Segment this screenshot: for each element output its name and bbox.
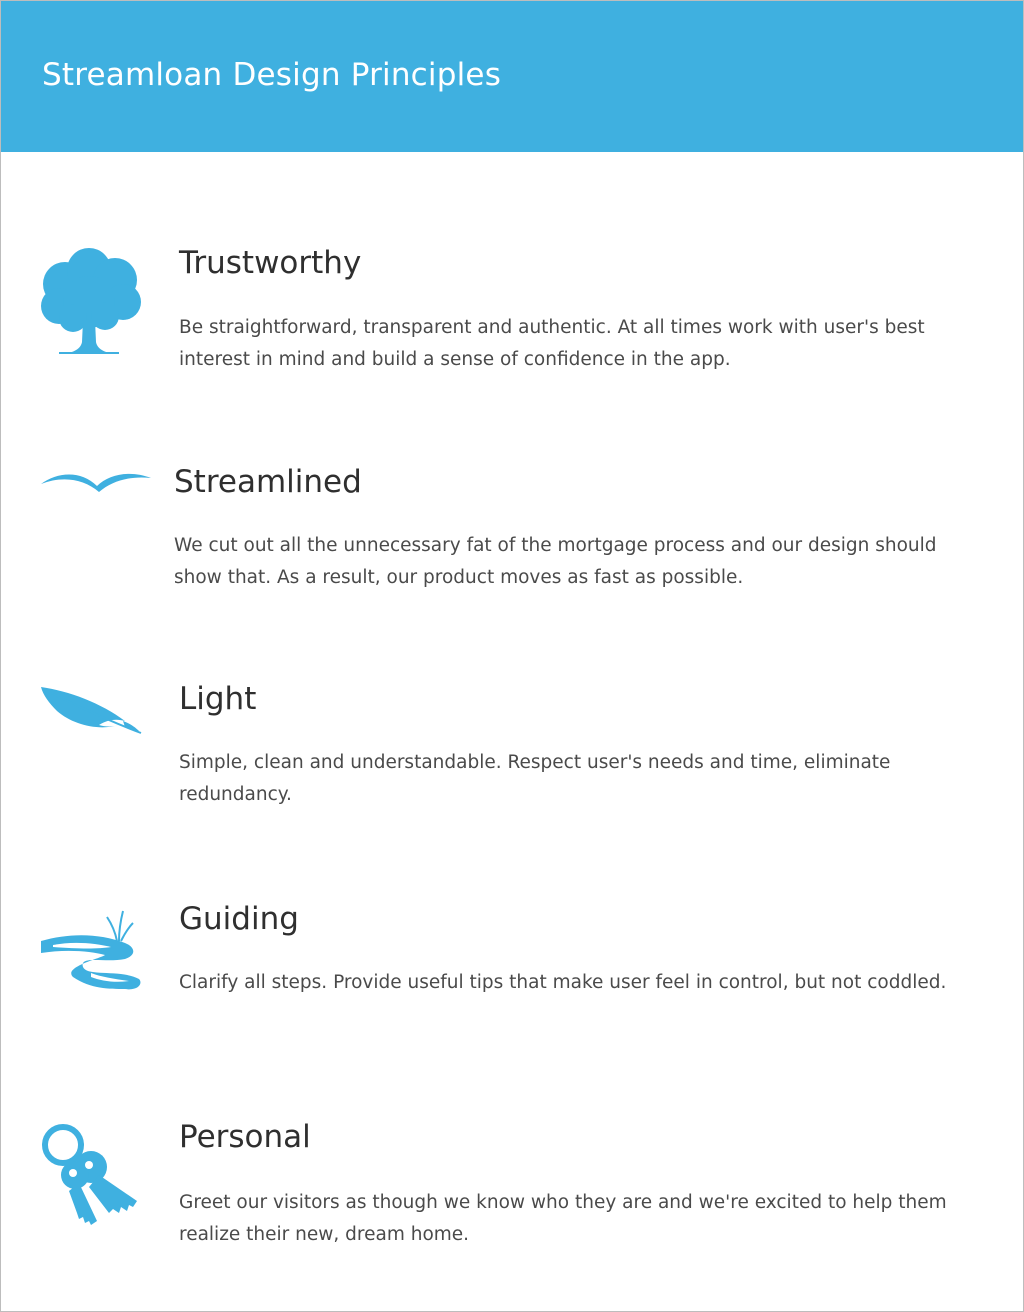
tree-icon: [39, 246, 143, 356]
principle-personal: [1, 1111, 1023, 1271]
principle-title: Personal: [179, 1119, 311, 1155]
keys-icon: [39, 1123, 143, 1233]
principle-streamlined: [1, 456, 1023, 616]
principle-description: Greet our visitors as though we know who they are and we're excited to help them realize their new, dream home.: [179, 1192, 947, 1245]
principle-description: Simple, clean and understandable. Respect user's needs and time, eliminate redundancy.: [179, 752, 891, 805]
principle-light: [1, 673, 1023, 833]
feather-icon: [39, 685, 143, 735]
principle-trustworthy: [1, 236, 1023, 396]
page-title: Streamloan Design Principles: [42, 57, 502, 93]
stream-icon: [39, 907, 143, 997]
principle-description: Clarify all steps. Provide useful tips that make user feel in control, but not coddled.: [179, 972, 947, 993]
principle-title: Trustworthy: [179, 245, 362, 281]
principle-description: Be straightforward, transparent and authentic. At all times work with user's best interest in mind and build a sense of confidence in the app.: [179, 317, 925, 370]
principle-title: Guiding: [179, 901, 299, 937]
principle-description: We cut out all the unnecessary fat of the mortgage process and our design should show that. As a result, our product moves as fast as possible.: [174, 535, 937, 588]
principle-title: Light: [179, 681, 257, 717]
principle-title: Streamlined: [174, 464, 362, 500]
bird-icon: [39, 466, 153, 492]
header-bar: [1, 1, 1023, 152]
principle-guiding: [1, 893, 1023, 1053]
